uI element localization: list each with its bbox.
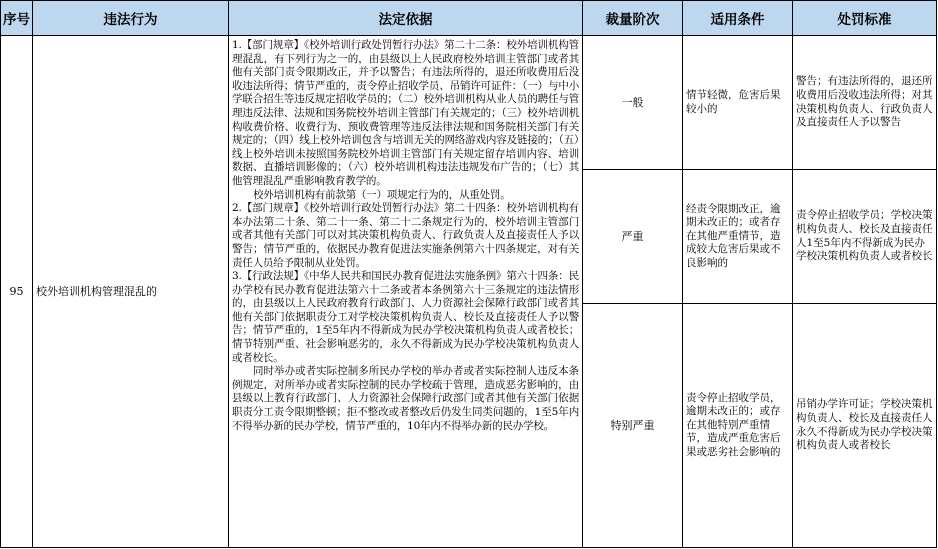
table-row [1,36,937,170]
header-legal-basis: 法定依据 [229,1,583,36]
legal-basis-paragraph: 1.【部门规章】《校外培训行政处罚暂行办法》第二十二条：校外培训机构管理混乱，有下列行为之一的，由县级以上人民政府校外培训主管部门或者其他有关部门责令限期改正，并予以警告；有违法所得的，退还所收费用后没收违法所得；情节严重的，责令停止招收学员、吊销许可证件：（一）与中小学联合招生等违反规定招收学员的；（二）校外培训机构从业人员的聘任与管理违反法律、法规和国务院校外培训主管部门有关规定的；（三）校外培训机构收费价格、收费行为、预收费管理等违反法律法规和国务院相关部门有关规定的；（四）线上校外培训包含与培训无关的网络游戏内容及链接的；（五）线上校外培训未按照国务院校外培训主管部门有关规定留存培训内容、培训数据、直播培训影像的；（六）校外培训机构违法违规发布广告的；（七）其他管理混乱严重影响教育教学的。 [232,39,579,187]
legal-basis-paragraph: 3.【行政法规】《中华人民共和国民办教育促进法实施条例》第六十四条：民办学校有民办教育促进法第六十二条或者本条例第六十三条规定的违法情形的，由县级以上人民政府教育行政部门、人力资源社会保障行政部门或者其他有关部门依据职责分工对学校决策机构负责人、校长及直接责任人予以警告；情节严重的，1至5年内不得新成为民办学校决策机构负责人或者校长；情节特别严重、社会影响恶劣的，永久不得新成为民办学校决策机构负责人或者校长。 [232,270,579,364]
header-condition: 适用条件 [683,1,793,36]
legal-basis-paragraph: 同时举办或者实际控制多所民办学校的举办者或者实际控制人违反本条例规定，对所举办或者实际控制的民办学校疏于管理，造成恶劣影响的，由县级以上教育行政部门、人力资源社会保障行政部门或者其他有关部门依据职责分工责令限期整顿；拒不整改或者整改后仍发生同类问题的，1至5年内不得举办新的民办学校，情节严重的，10年内不得举办新的民办学校。 [232,365,579,432]
tier-condition-serious: 经责令限期改正，逾期未改正的；或者存在其他严重情节，造成较大危害后果或不良影响的 [683,170,793,304]
header-no: 序号 [1,1,33,36]
legal-basis-paragraph: 2.【部门规章】《校外培训行政处罚暂行办法》第二十四条：校外培训机构有本办法第二十条、第二十一条、第二十二条规定行为的，校外培训主管部门或者其他有关部门可以对其决策机构负责人、行政负责人及直接责任人予以警告；情节严重的，依据民办教育促进法实施条例第六十四条规定，对有关责任人员给予限制从业处罚。 [232,202,579,269]
header-row [1,1,937,36]
row-number: 95 [1,36,33,548]
tier-standard-general: 警告；有违法所得的，退还所收费用后没收违法所得；对其决策机构负责人、行政负责人及直接责任人予以警告 [793,36,937,170]
header-violation: 违法行为 [33,1,229,36]
legal-basis-cell [229,36,583,548]
tier-level-serious: 严重 [583,170,683,304]
tier-level-general: 一般 [583,36,683,170]
header-standard: 处罚标准 [793,1,937,36]
tier-standard-serious: 责令停止招收学员；学校决策机构负责人、校长及直接责任人1至5年内不得新成为民办学校决策机构负责人或者校长 [793,170,937,304]
tier-condition-especially-serious: 责令停止招收学员，逾期未改正的；或存在其他特别严重情节，造成严重危害后果或恶劣社会影响的 [683,304,793,548]
legal-basis-paragraph: 校外培训机构有前款第（一）项规定行为的，从重处罚。 [253,188,511,201]
violation-cell: 校外培训机构管理混乱的 [33,36,229,548]
tier-condition-general: 情节轻微，危害后果较小的 [683,36,793,170]
tier-standard-especially-serious: 吊销办学许可证；学校决策机构负责人、校长及直接责任人永久不得新成为民办学校决策机构负责人或者校长 [793,304,937,548]
header-level: 裁量阶次 [583,1,683,36]
tier-level-especially-serious: 特别严重 [583,304,683,548]
